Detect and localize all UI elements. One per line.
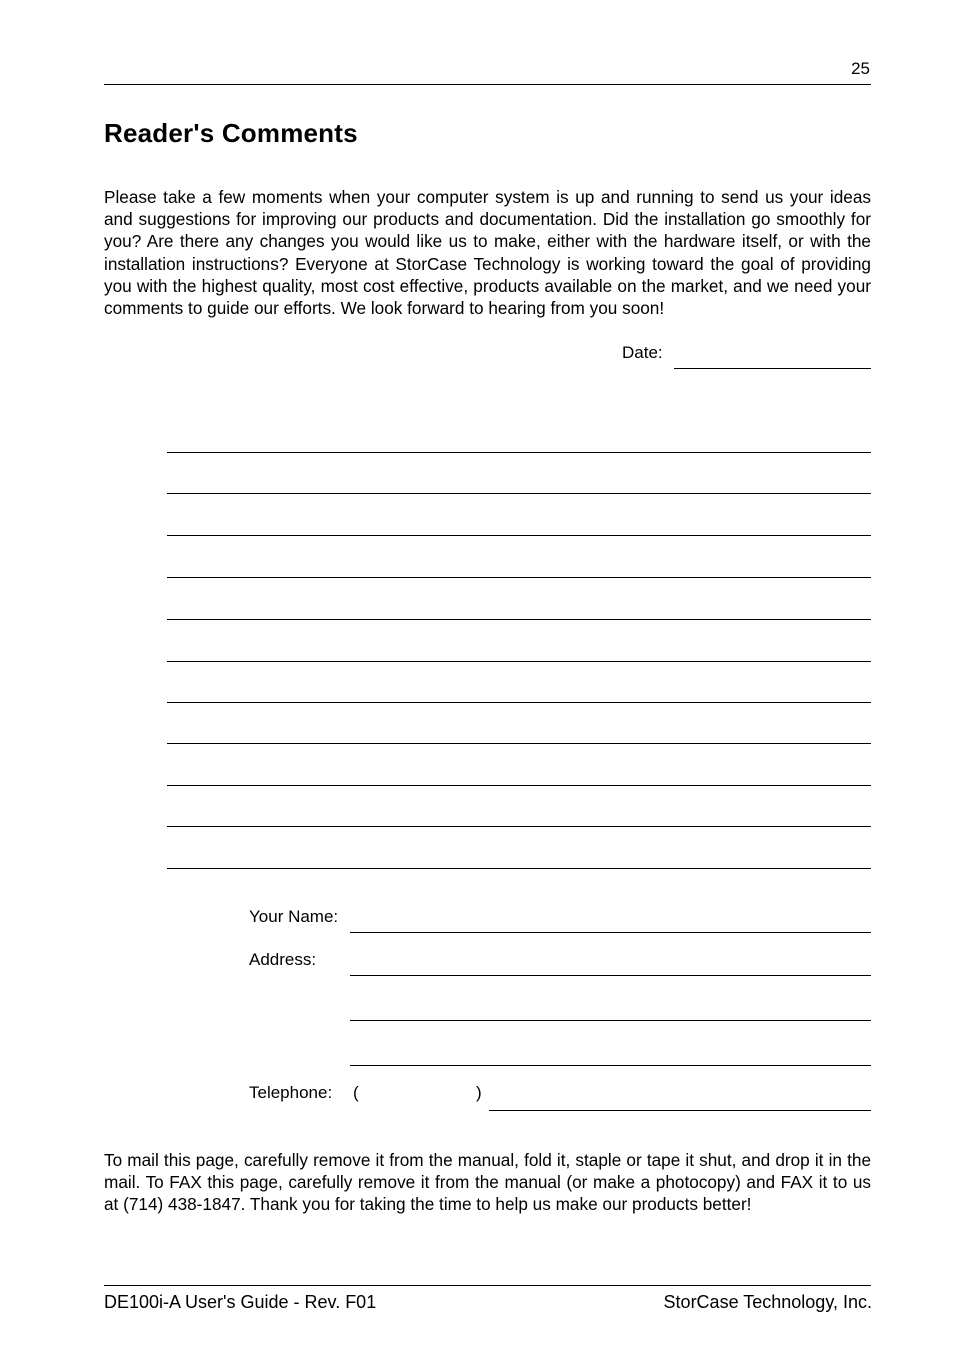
page-number: 25	[851, 59, 870, 78]
comment-line[interactable]	[167, 661, 871, 662]
address-field-line-2[interactable]	[350, 1020, 871, 1021]
page-title: Reader's Comments	[104, 118, 358, 148]
area-code-open-paren: (	[353, 1083, 359, 1102]
footer-company-name: StorCase Technology, Inc.	[663, 1292, 872, 1312]
header-rule	[104, 84, 871, 85]
address-label: Address:	[249, 950, 317, 969]
date-field[interactable]	[674, 368, 871, 369]
comment-line[interactable]	[167, 826, 871, 827]
comment-line[interactable]	[167, 493, 871, 494]
date-label: Date:	[622, 343, 663, 362]
name-field[interactable]	[350, 932, 871, 933]
address-field-line-3[interactable]	[350, 1065, 871, 1066]
area-code-field[interactable]	[364, 1080, 474, 1104]
telephone-label: Telephone:	[249, 1083, 333, 1102]
comment-line[interactable]	[167, 743, 871, 744]
mailing-instructions: To mail this page, carefully remove it from the manual, fold it, staple or tape it shut, and drop it in the mail. To FAX this page, carefully remove it from the manual (or make a photocopy) and FAX it to us at (714) 438-1847. Thank you for taking the time to help us make our products better!	[104, 1150, 871, 1215]
footer-rule	[104, 1285, 871, 1286]
telephone-field[interactable]	[489, 1110, 871, 1111]
comment-line[interactable]	[167, 452, 871, 453]
address-field-line-1[interactable]	[350, 975, 871, 976]
comment-line[interactable]	[167, 577, 871, 578]
comment-line[interactable]	[167, 619, 871, 620]
comment-line[interactable]	[167, 702, 871, 703]
footer-document-title: DE100i-A User's Guide - Rev. F01	[104, 1292, 377, 1312]
comment-line[interactable]	[167, 535, 871, 536]
comment-line[interactable]	[167, 868, 871, 869]
comment-line[interactable]	[167, 785, 871, 786]
intro-paragraph: Please take a few moments when your computer system is up and running to send us your ideas and suggestions for improving our products and documentation. Did the installation go smoothly for you? Are there any changes you would like us to make, either with the hardware itself, or with the installation instructions? Everyone at StorCase Technology is working toward the goal of providing you with the highest quality, most cost effective, products available on the market, and we need your comments to guide our efforts. We look forward to hearing from you soon!	[104, 187, 871, 319]
name-label: Your Name:	[249, 907, 339, 926]
area-code-close-paren: )	[476, 1083, 482, 1102]
